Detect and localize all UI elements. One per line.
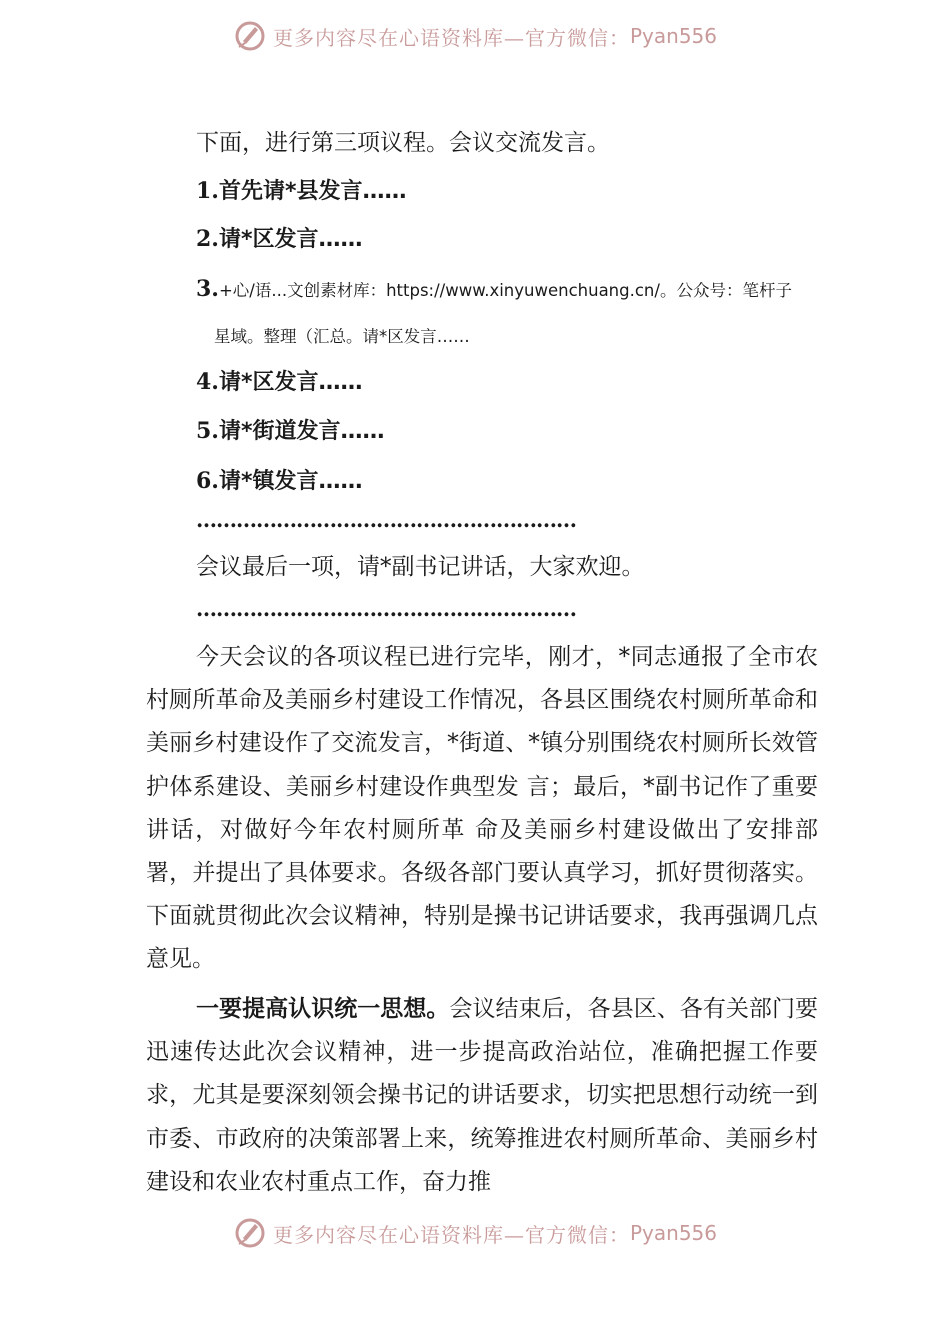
body-paragraph: 今天会议的各项议程已进行完毕，刚才，*同志通报了全市农村厕所革命及美丽乡村建设工作情况，各县区围绕农村厕所革命和美丽乡村建设作了交流发言，*街道、*镇分别围绕农村厕所长效管护体系建设、美丽乡村建设作典型发 言；最后，*副书记作了重要讲话，对做好今年农村厕所革 命及美丽乡村建设做出了安排部署，并提出了具体要求。各级各部门要认真学习，抓好贯彻落实。下面就贯彻此次会议精神，特别是操书记讲话要求，我再强调几点意见。: [146, 644, 818, 973]
brand-logo-icon: [233, 1216, 267, 1250]
body-paragraph: [146, 988, 818, 1204]
agenda-item-1: [196, 176, 406, 207]
ellipsis-separator: …………………………………………………: [196, 596, 576, 621]
agenda-item-text: 首先请*县发言……: [218, 179, 407, 204]
agenda-item-number: 2.: [196, 226, 219, 252]
agenda-item-3-continued: 星域。整理（汇总。请*区发言……: [214, 327, 470, 346]
agenda-item-number: 3.: [196, 276, 219, 302]
watermark-text: 更多内容尽在心语资料库—官方微信：: [272, 1222, 630, 1247]
watermark-wechat-id: Pyan556: [629, 24, 717, 48]
agenda-item-5: [196, 416, 384, 447]
paragraph-text: 会议结束后，各县区、各有关部门要迅速传达此次会议精神，进一步提高政治站位，准确把握工作要求，尤其是要深刻领会操书记的讲话要求，切实把思想行动统一到市委、市政府的决策部署上来，统筹推进农村厕所革命、美丽乡村建设和农业农村重点工作，奋力推: [146, 996, 819, 1195]
ellipsis-separator: …………………………………………………: [196, 507, 576, 532]
agenda-item-6: [196, 466, 362, 497]
paragraph-lead: 一要提高认识统一思想。: [196, 996, 450, 1022]
agenda-item-text: 请*街道发言……: [218, 419, 385, 444]
agenda-item-text: 请*区发言……: [218, 370, 363, 395]
agenda-item-text: 请*区发言……: [218, 227, 363, 252]
agenda-item-text: +心/语...文创素材库：https://www.xinyuwenchuang.cn/。公众号：笔杆子: [218, 281, 792, 300]
watermark-wechat-id: Pyan556: [629, 1221, 717, 1245]
agenda-item-number: 4.: [196, 369, 219, 395]
header-watermark: [0, 14, 950, 58]
agenda-item-number: 6.: [196, 468, 219, 494]
watermark-text: 更多内容尽在心语资料库—官方微信：: [272, 25, 630, 50]
brand-logo-icon: [233, 19, 267, 53]
agenda-item-2: [196, 224, 362, 255]
agenda-item-text: 请*镇发言……: [218, 469, 363, 494]
agenda-item-4: [196, 367, 362, 398]
agenda-item-number: 5.: [196, 418, 219, 444]
agenda-closing: 会议最后一项，请*副书记讲话，大家欢迎。: [196, 554, 645, 580]
footer-watermark: [0, 1211, 950, 1255]
agenda-intro: 下面，进行第三项议程。会议交流发言。: [196, 130, 610, 156]
agenda-item-3: [196, 274, 792, 306]
agenda-item-number: 1.: [196, 178, 219, 204]
